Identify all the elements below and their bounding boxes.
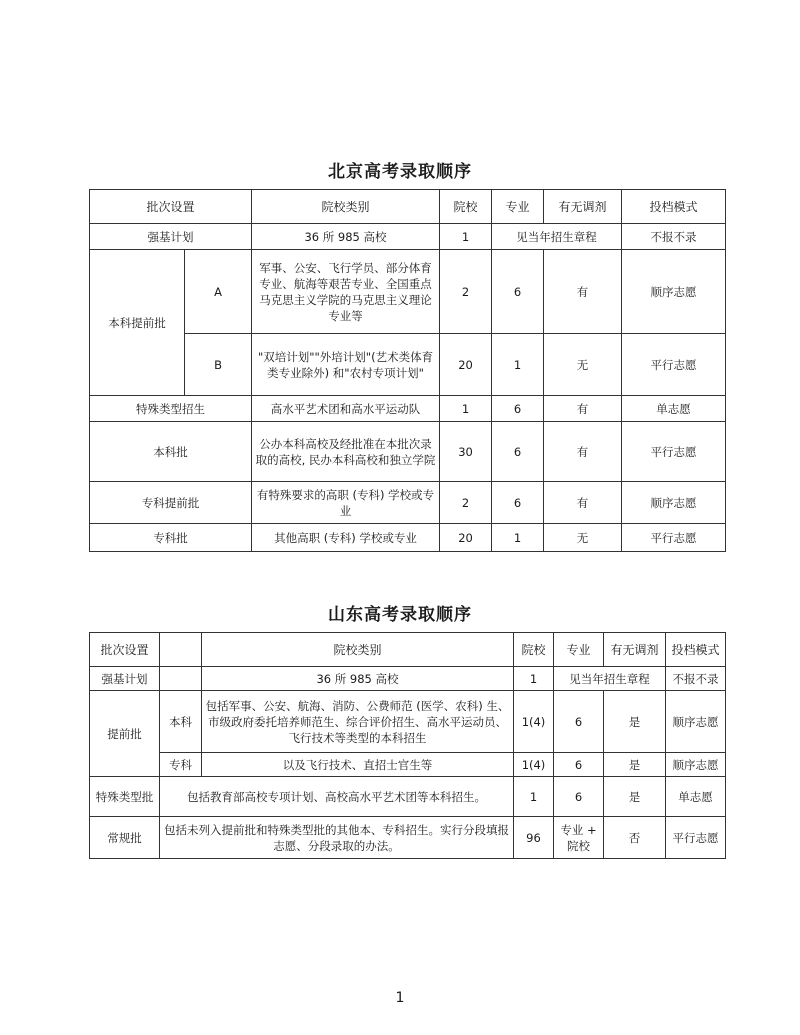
header-adjust: 有无调剂 (604, 633, 666, 667)
header-batch: 批次设置 (90, 633, 160, 667)
header-mode: 投档模式 (666, 633, 726, 667)
header-majors: 专业 (492, 190, 544, 224)
header-schools: 院校 (440, 190, 492, 224)
table-row: 强基计划 36 所 985 高校 1 见当年招生章程 不报不录 (90, 224, 726, 250)
shandong-header-row (90, 633, 726, 667)
table-row: 专科提前批 有特殊要求的高职 (专科) 学校或专业 2 6 有 顺序志愿 (90, 482, 726, 524)
table-row: 提前批 本科 包括军事、公安、航海、消防、公费师范 (医学、农科) 生、市级政府委托培养师范生、综合评价招生、高水平运动员、飞行技术等类型的本科招生 1(4) 6 是 顺序志愿 (90, 691, 726, 753)
header-category: 院校类别 (252, 190, 440, 224)
table-row: B "双培计划""外培计划"(艺术类体育类专业除外) 和"农村专项计划" 20 1 无 平行志愿 (90, 334, 726, 396)
table-row: 专科 以及飞行技术、直招士官生等 1(4) 6 是 顺序志愿 (90, 753, 726, 777)
table-row: 本科批 公办本科高校及经批准在本批次录取的高校, 民办本科高校和独立学院 30 6 有 平行志愿 (90, 422, 726, 482)
header-category: 院校类别 (202, 633, 514, 667)
table-row: 本科提前批 A 军事、公安、飞行学员、部分体育专业、航海等艰苦专业、全国重点马克思主义学院的马克思主义理论专业等 2 6 有 顺序志愿 (90, 250, 726, 334)
table-row: 特殊类型招生 高水平艺术团和高水平运动队 1 6 有 单志愿 (90, 396, 726, 422)
header-schools: 院校 (514, 633, 554, 667)
table-row: 常规批 包括未列入提前批和特殊类型批的其他本、专科招生。实行分段填报志愿、分段录取的办法。 96 专业 + 院校 否 平行志愿 (90, 817, 726, 859)
header-adjust: 有无调剂 (544, 190, 622, 224)
table-row: 强基计划 36 所 985 高校 1 见当年招生章程 不报不录 (90, 667, 726, 691)
header-batch: 批次设置 (90, 190, 252, 224)
table-row: 特殊类型批 包括教育部高校专项计划、高校高水平艺术团等本科招生。 1 6 是 单志愿 (90, 777, 726, 817)
header-mode: 投档模式 (622, 190, 726, 224)
page-number: 1 (395, 990, 405, 1006)
beijing-table (89, 189, 726, 552)
table-row: 专科批 其他高职 (专科) 学校或专业 20 1 无 平行志愿 (90, 524, 726, 552)
beijing-title: 北京高考录取顺序 (328, 162, 472, 182)
header-majors: 专业 (554, 633, 604, 667)
shandong-table (89, 632, 726, 859)
shandong-title: 山东高考录取顺序 (328, 605, 472, 625)
header-empty (160, 633, 202, 667)
beijing-header-row (90, 190, 726, 224)
